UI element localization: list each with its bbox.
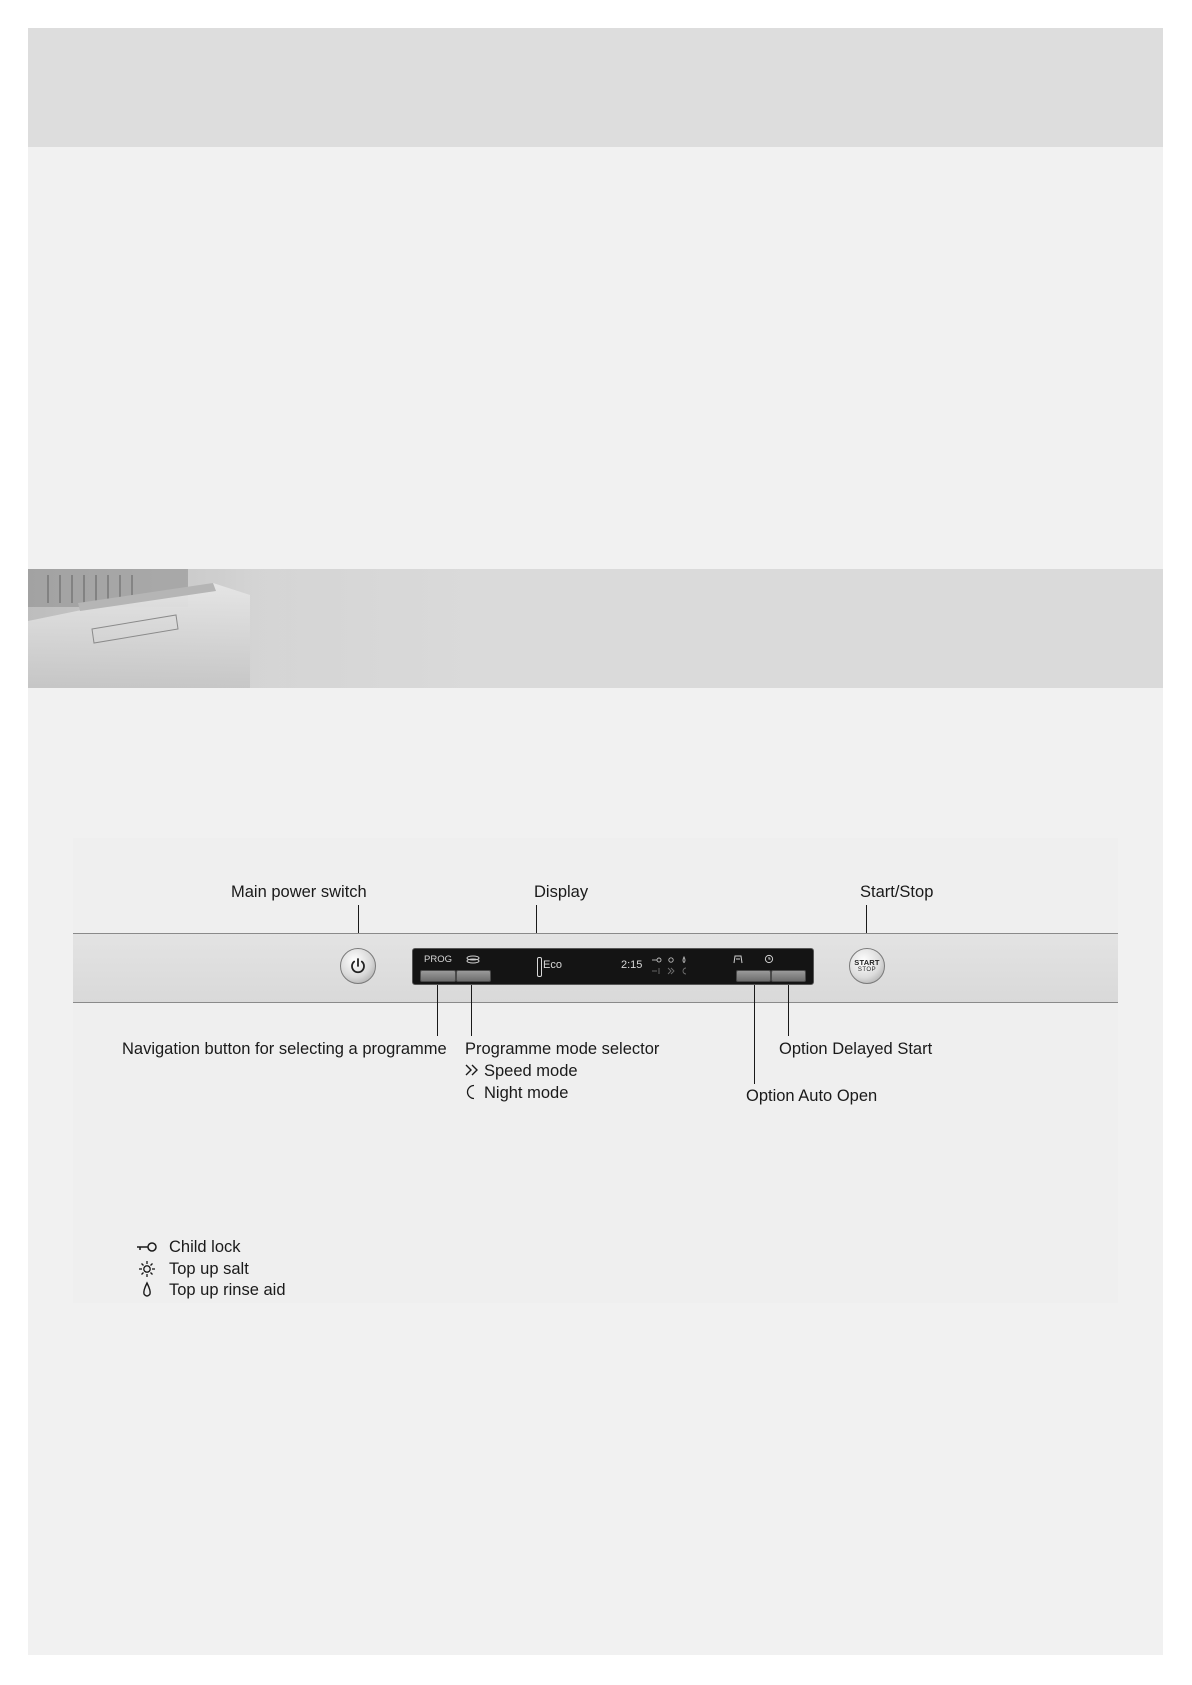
start-stop-callout: Start/Stop xyxy=(860,883,934,901)
display-callout: Display xyxy=(534,883,589,901)
navigation-callout: Navigation button for selecting a programme xyxy=(122,1040,447,1058)
night-mode-icon xyxy=(464,1084,480,1100)
leader-line xyxy=(754,985,755,1084)
section-banner xyxy=(28,569,1163,688)
status-indicators xyxy=(651,955,695,977)
delayed-start-callout: Option Delayed Start xyxy=(779,1040,933,1058)
header-band xyxy=(28,28,1163,147)
legend-top-up-salt: Top up salt xyxy=(169,1260,249,1278)
leader-line xyxy=(788,985,789,1036)
delayed-start-button[interactable] xyxy=(771,970,806,982)
stop-label: STOP xyxy=(857,966,877,973)
start-stop-button[interactable] xyxy=(849,948,885,984)
basket-icon xyxy=(466,955,480,964)
auto-open-callout: Option Auto Open xyxy=(746,1087,878,1105)
legend-child-lock: Child lock xyxy=(169,1238,241,1256)
power-button[interactable] xyxy=(340,948,376,984)
time-readout: 2:15 xyxy=(621,959,643,971)
legend-top-up-rinse-aid: Top up rinse aid xyxy=(169,1281,286,1299)
salt-icon xyxy=(136,1260,158,1278)
auto-open-button[interactable] xyxy=(736,970,771,982)
leader-line xyxy=(471,985,472,1036)
dishwasher-image xyxy=(28,569,288,688)
speed-mode-icon xyxy=(464,1063,480,1077)
leader-line xyxy=(437,985,438,1036)
display-panel xyxy=(412,948,814,985)
auto-open-icon xyxy=(732,954,744,964)
speed-mode-label: Speed mode xyxy=(484,1062,578,1080)
main-power-callout: Main power switch xyxy=(231,883,367,901)
start-label: START xyxy=(854,957,880,967)
prog-navigation-button[interactable] xyxy=(420,970,456,982)
clock-icon xyxy=(764,954,774,964)
key-icon xyxy=(136,1238,158,1256)
control-panel-diagram xyxy=(73,838,1118,1303)
eco-level-icon xyxy=(537,957,542,977)
night-mode-label: Night mode xyxy=(484,1084,569,1102)
prog-label: PROG xyxy=(424,954,452,965)
power-icon xyxy=(348,956,368,976)
eco-label: Eco xyxy=(543,959,562,971)
programme-mode-button[interactable] xyxy=(456,970,491,982)
mode-selector-callout: Programme mode selector xyxy=(465,1040,660,1058)
drop-icon xyxy=(136,1281,158,1299)
